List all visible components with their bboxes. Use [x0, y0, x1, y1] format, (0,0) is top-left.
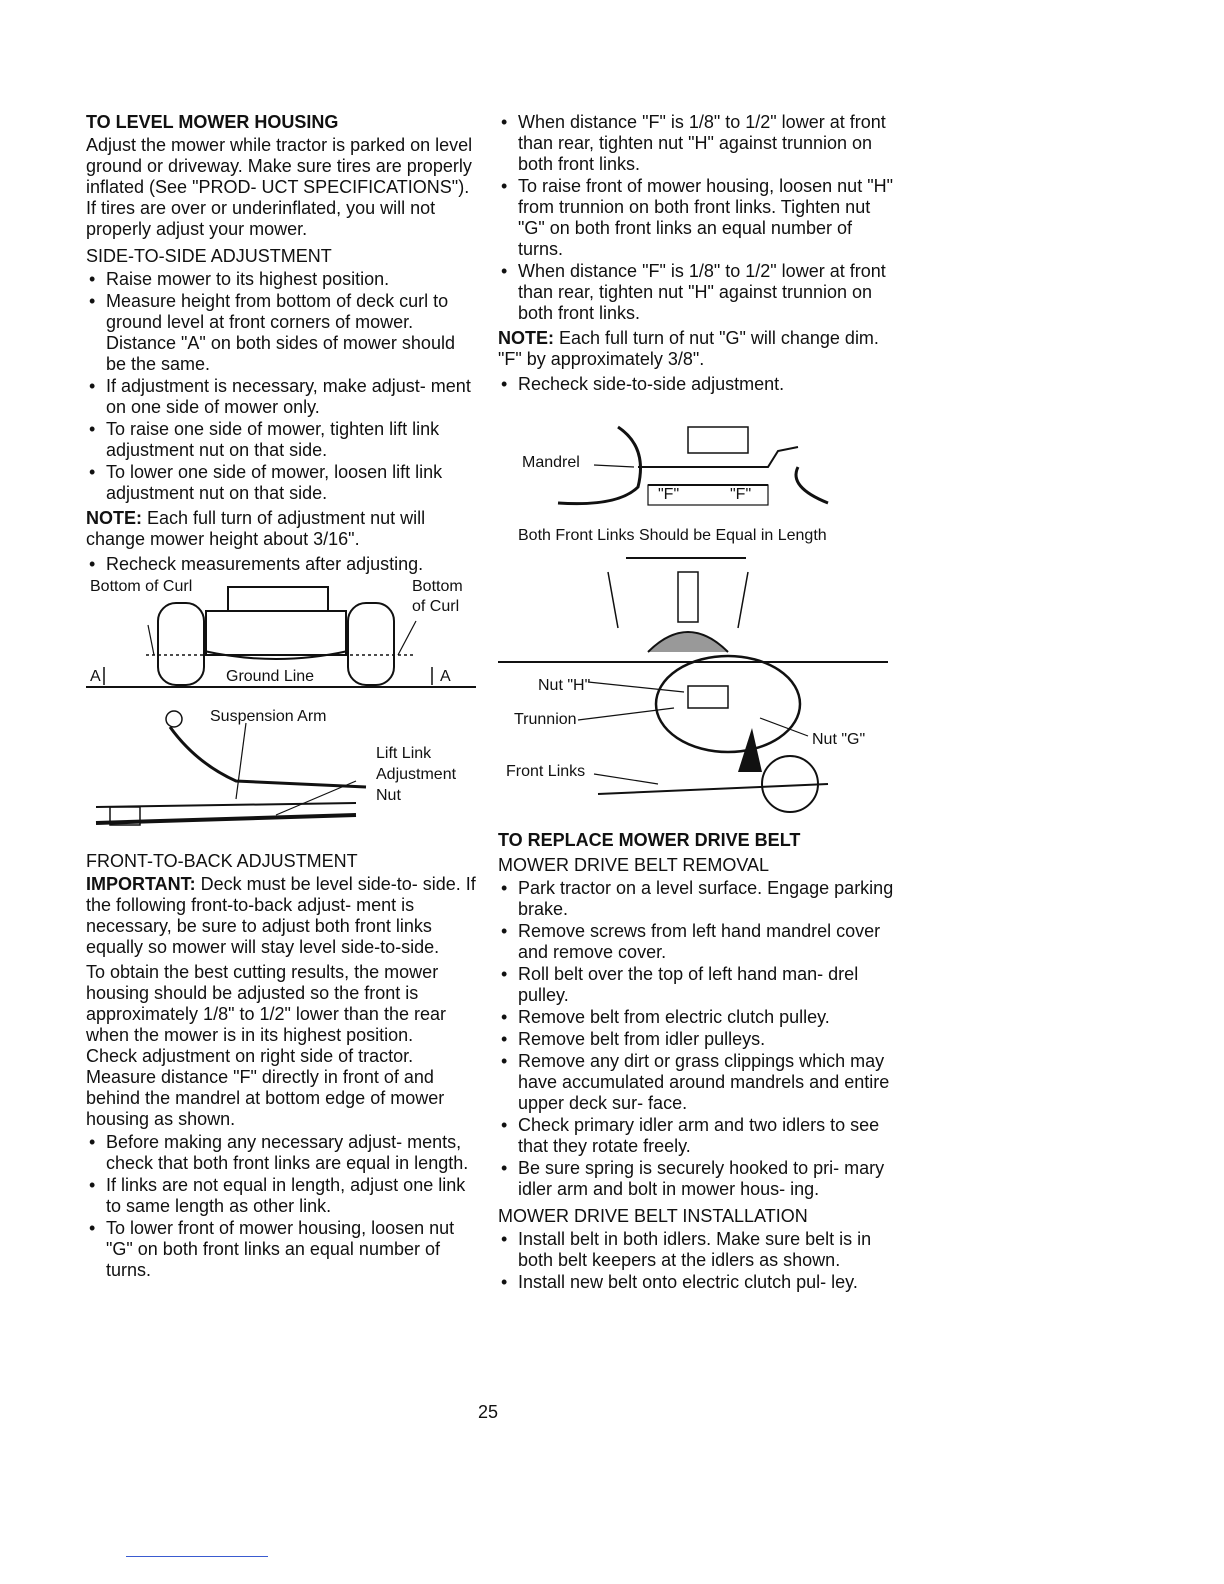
recheck2-list	[498, 374, 898, 395]
install-heading: MOWER DRIVE BELT INSTALLATION	[498, 1206, 808, 1226]
front-adjust-list	[498, 112, 898, 324]
right-column	[498, 112, 898, 1297]
front-links-figure	[498, 552, 898, 822]
a-right-label: A	[440, 668, 451, 685]
note-1-label: NOTE:	[86, 508, 142, 528]
bottom-of-curl-left-label: Bottom of Curl	[90, 578, 193, 595]
figure-caption: Both Front Links Should be Equal in Length	[518, 527, 827, 544]
install-list	[498, 1229, 898, 1293]
a-left-label: A	[90, 668, 101, 685]
list-item: • Measure height from bottom of deck curl to ground level at front corners of mower. Distance "A" on both sides of mower should be the same.	[86, 291, 476, 375]
removal-list	[498, 878, 898, 1200]
suspension-arm-label: Suspension Arm	[210, 708, 327, 725]
nut-h-label: Nut "H"	[538, 677, 591, 694]
list-item: • Raise mower to its highest position.	[86, 269, 476, 290]
front-links-label: Front Links	[506, 763, 586, 780]
ground-line-label: Ground Line	[226, 668, 315, 685]
check-paragraph: Check adjustment on right side of tractor. Measure distance "F" directly in front of and behind the mandrel at bottom edge of mower housing as shown.	[86, 1046, 445, 1129]
bottom-of-curl-right-label: Bottom of Curl	[412, 578, 463, 615]
note-2	[498, 328, 898, 370]
important-paragraph	[86, 874, 476, 958]
list-item: • Park tractor on a level surface. Engage parking brake.	[498, 878, 898, 920]
list-item: • To raise front of mower housing, loosen nut "H" from trunnion on both front links. Tighten nut "G" on both front links an equal number of turns.	[498, 176, 898, 260]
trunnion-label: Trunnion	[514, 711, 577, 728]
list-item: • To lower one side of mower, loosen lift link adjustment nut on that side.	[86, 462, 476, 504]
level-intro: Adjust the mower while tractor is parked on level ground or driveway. Make sure tires are properly inflated (See "PROD- UCT SPECIFICATIONS"). If tires are over or underinflated, you will not properly adjust your mower.	[86, 135, 473, 239]
removal-heading: MOWER DRIVE BELT REMOVAL	[498, 855, 770, 875]
f-front-label: "F"	[658, 486, 680, 503]
list-item: • Check primary idler arm and two idlers to see that they rotate freely.	[498, 1115, 898, 1157]
list-item: • Roll belt over the top of left hand man- drel pulley.	[498, 964, 898, 1006]
list-item: • Install belt in both idlers. Make sure belt is in both belt keepers at the idlers as shown.	[498, 1229, 898, 1271]
side-to-side-figure	[86, 578, 476, 693]
front-list	[86, 1132, 476, 1281]
front-heading: FRONT-TO-BACK ADJUSTMENT	[86, 851, 358, 871]
mandrel-figure	[498, 407, 898, 517]
list-item: • When distance "F" is 1/8" to 1/2" lower at front than rear, tighten nut "H" against trunnion on both front links.	[498, 261, 898, 324]
list-item: • To raise one side of mower, tighten lift link adjustment nut on that side.	[86, 419, 476, 461]
level-heading: TO LEVEL MOWER HOUSING	[86, 112, 339, 132]
recheck-list	[86, 554, 476, 575]
replace-heading: TO REPLACE MOWER DRIVE BELT	[498, 830, 801, 850]
note-1	[86, 508, 476, 550]
list-item: • Be sure spring is securely hooked to pri- mary idler arm and bolt in mower hous- ing.	[498, 1158, 898, 1200]
list-item: • If adjustment is necessary, make adjust- ment on one side of mower only.	[86, 376, 476, 418]
list-item: • Install new belt onto electric clutch pul- ley.	[498, 1272, 898, 1293]
list-item: • If links are not equal in length, adjust one link to same length as other link.	[86, 1175, 476, 1217]
list-item: • To lower front of mower housing, loosen nut "G" on both front links an equal number of turns.	[86, 1218, 476, 1281]
list-item: • Recheck side-to-side adjustment.	[498, 374, 898, 395]
list-item: • Before making any necessary adjust- ments, check that both front links are equal in length.	[86, 1132, 476, 1174]
note-1-text: Each full turn of adjustment nut will change mower height about 3/16".	[86, 508, 426, 549]
side-heading: SIDE-TO-SIDE ADJUSTMENT	[86, 246, 332, 266]
footer-rule	[126, 1556, 268, 1557]
nut-g-label: Nut "G"	[812, 731, 866, 748]
list-item: • Remove any dirt or grass clippings which may have accumulated around mandrels and entire upper deck sur- face.	[498, 1051, 898, 1114]
note-2-text: Each full turn of nut "G" will change dim. "F" by approximately 3/8".	[498, 328, 879, 369]
left-column	[86, 112, 476, 1285]
side-list	[86, 269, 476, 504]
list-item: • When distance "F" is 1/8" to 1/2" lower at front than rear, tighten nut "H" against trunnion on both front links.	[498, 112, 898, 175]
obtain-paragraph: To obtain the best cutting results, the mower housing should be adjusted so the front is approximately 1/8" to 1/2" lower than the rear when the mower is in its highest position.	[86, 962, 446, 1045]
list-item: • Remove screws from left hand mandrel cover and remove cover.	[498, 921, 898, 963]
list-item: • Remove belt from idler pulleys.	[498, 1029, 898, 1050]
note-2-label: NOTE:	[498, 328, 554, 348]
important-label: IMPORTANT:	[86, 874, 196, 894]
f-rear-label: "F"	[730, 486, 752, 503]
page-number: 25	[478, 1402, 499, 1422]
lift-link-label: Lift Link Adjustment Nut	[376, 745, 457, 804]
suspension-figure	[86, 703, 476, 843]
important-text: Deck must be level side-to- side. If the following front-to-back adjust- ment is necessary, be sure to adjust both front links equally so mower will stay level side-to-side.	[86, 874, 476, 957]
list-item: • Remove belt from electric clutch pulley.	[498, 1007, 898, 1028]
mandrel-label: Mandrel	[522, 454, 580, 471]
list-item: • Recheck measurements after adjusting.	[86, 554, 476, 575]
